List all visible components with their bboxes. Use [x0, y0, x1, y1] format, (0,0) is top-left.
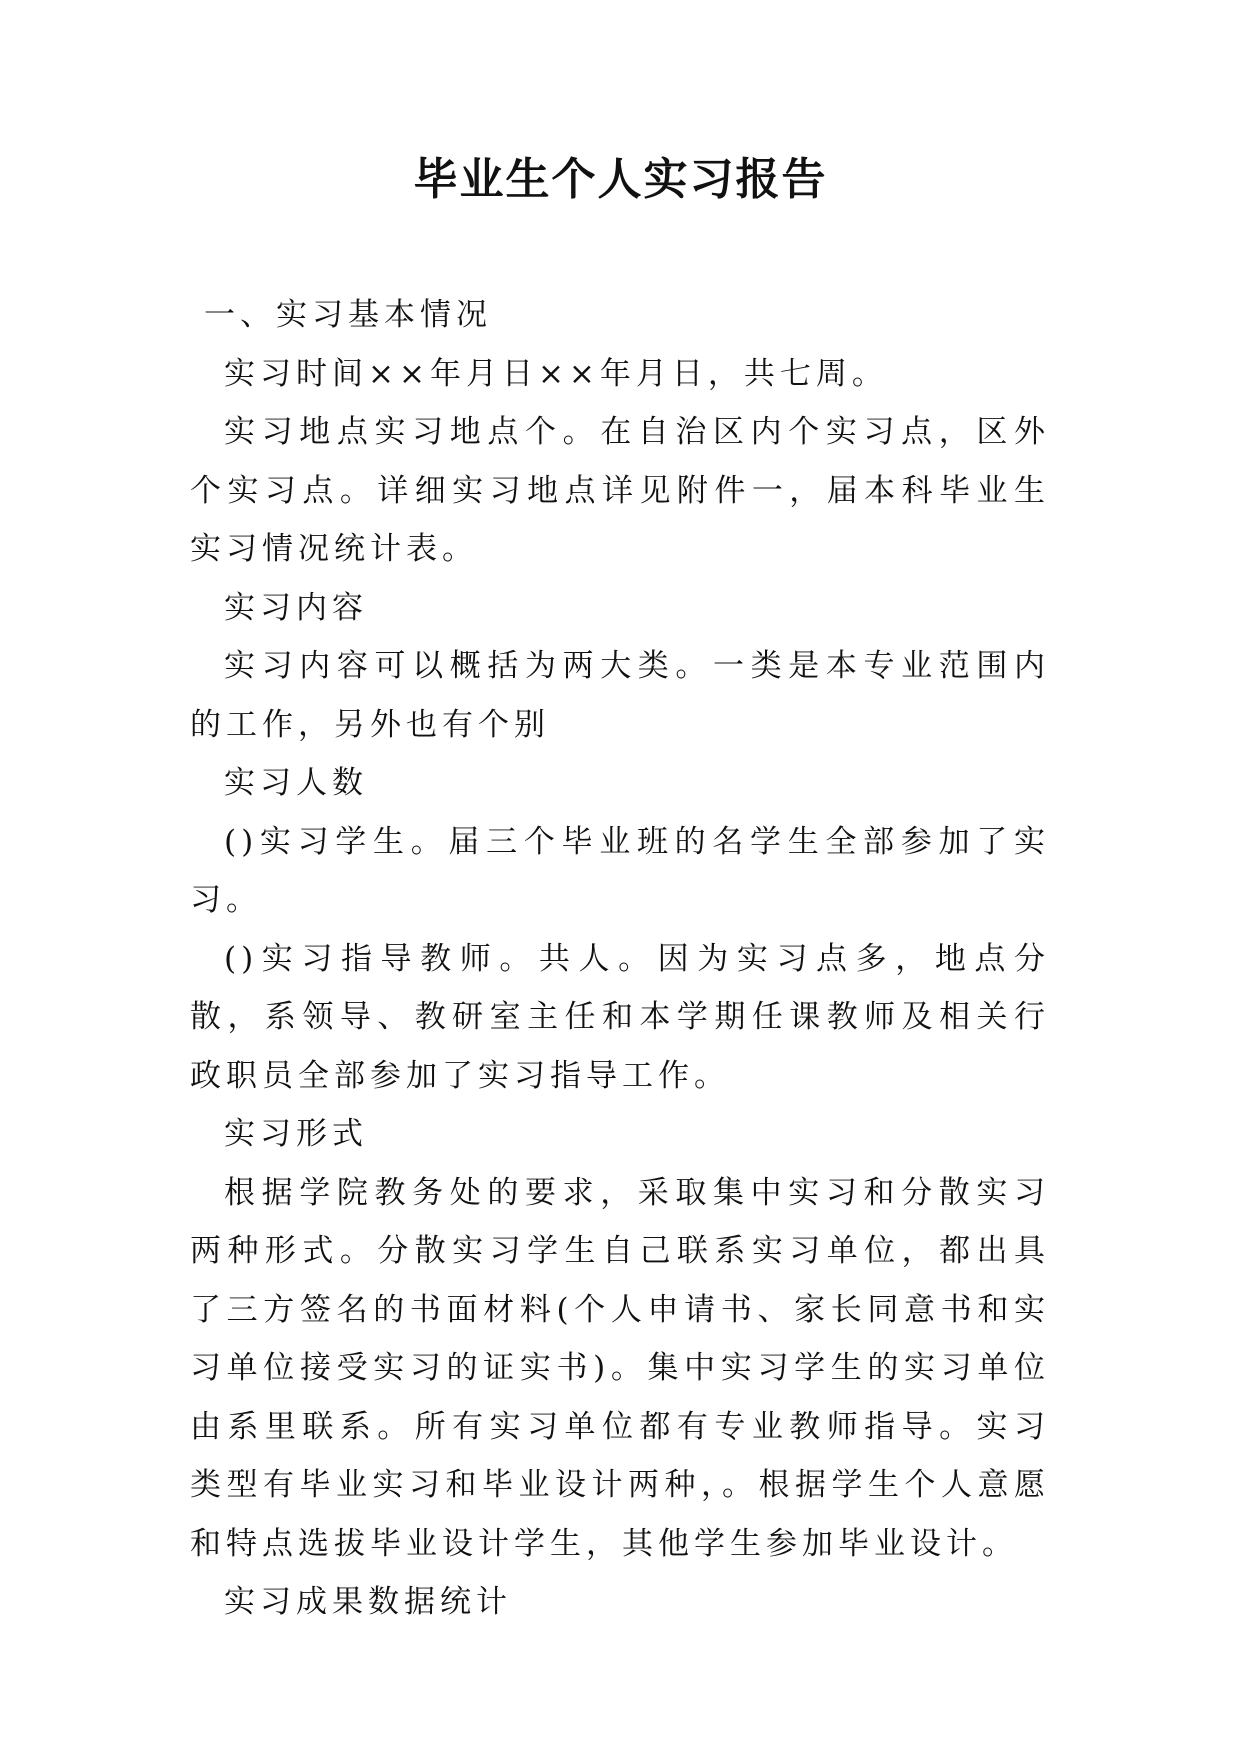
paragraph-internship-form: 根据学院教务处的要求，采取集中实习和分散实习两种形式。分散实习学生自己联系实习单位，都出具了三方签名的书面材料(个人申请书、家长同意书和实习单位接受实习的证实书)。集中实习学生的实习单位由系里联系。所有实习单位都有专业教师指导。实习类型有毕业实习和毕业设计两种，。根据学生个人意愿和特点选拔毕业设计学生，其他学生参加毕业设计。: [190, 1174, 1050, 1562]
subheading-internship-results: 实习成果数据统计: [224, 1584, 512, 1620]
paragraph-internship-time: 实习时间××年月日××年月日，共七周。: [224, 355, 888, 392]
section-heading-basic-info: 一、实习基本情况: [204, 297, 492, 333]
paragraph-internship-teachers: ()实习指导教师。共人。因为实习点多，地点分散，系领导、教研室主任和本学期任课教师及相关行政职员全部参加了实习指导工作。: [190, 940, 1050, 1094]
subheading-internship-headcount: 实习人数: [224, 765, 368, 801]
paragraph-internship-location: 实习地点实习地点个。在自治区内个实习点，区外个实习点。详细实习地点详见附件一，届本科毕业生实习情况统计表。: [190, 414, 1050, 567]
subheading-internship-form: 实习形式: [224, 1116, 368, 1152]
paragraph-internship-content: 实习内容可以概括为两大类。一类是本专业范围内的工作，另外也有个别: [190, 648, 1050, 743]
subheading-internship-content: 实习内容: [224, 589, 368, 626]
document-title: 毕业生个人实习报告: [413, 154, 828, 205]
document-body: [190, 286, 1050, 1632]
paragraph-internship-students: ()实习学生。届三个毕业班的名学生全部参加了实习。: [190, 823, 1050, 918]
